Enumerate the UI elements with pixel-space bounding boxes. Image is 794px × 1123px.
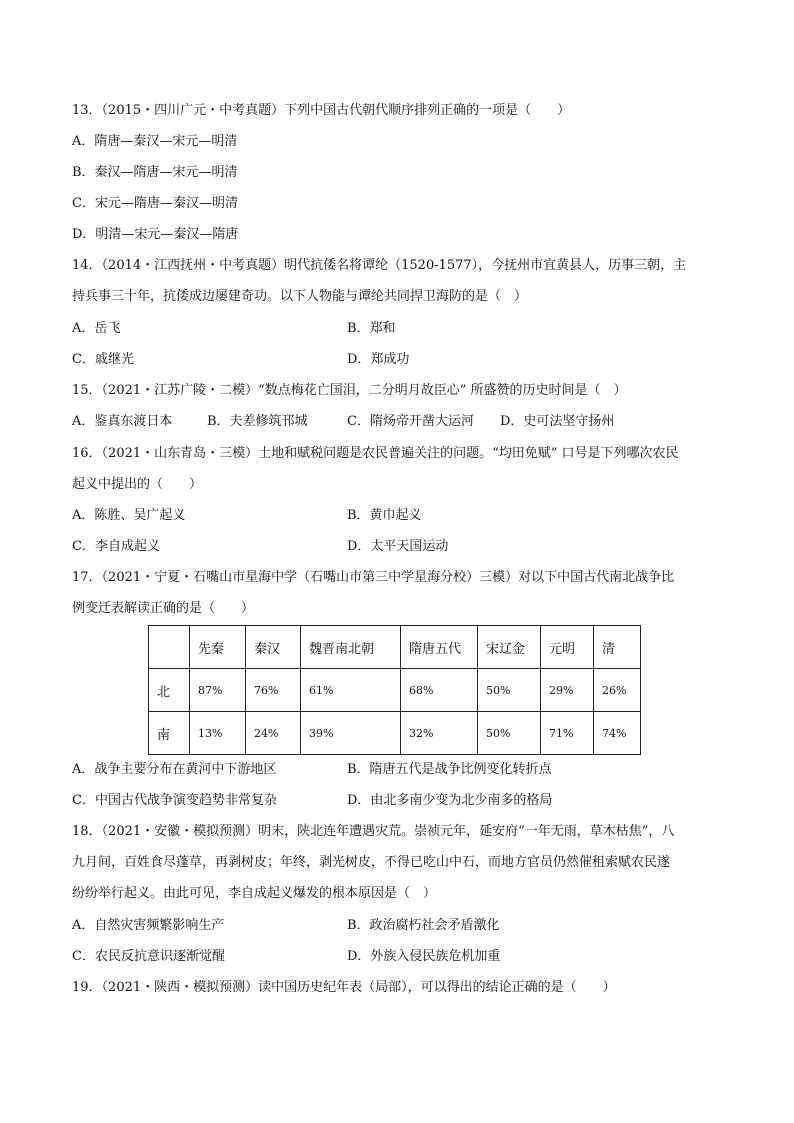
- q14-stem-line2: 持兵事三十年，抗倭成边屡建奇功。以下人物能与谭纶共同捍卫海防的是（ ）: [72, 289, 528, 304]
- q16-option-b: B．黄巾起义: [347, 508, 422, 523]
- q17-option-b: B．隋唐五代是战争比例变化转折点: [347, 762, 552, 777]
- q19-stem: 19．（2021・陕西・模拟预测）读中国历史纪年表（局部），可以得出的结论正确的是（ ）: [72, 980, 616, 995]
- table-row-south: [149, 712, 641, 755]
- q18-option-d: D．外族入侵民族危机加重: [347, 949, 501, 964]
- q18-option-c: C．农民反抗意识逐渐觉醒: [72, 949, 225, 964]
- q17-option-d: D．由北多南少变为北少南多的格局: [347, 793, 553, 808]
- q18-option-a: A．自然灾害频繁影响生产: [72, 918, 225, 933]
- q16-option-d: D．太平天国运动: [347, 539, 449, 554]
- table-cell: 87%: [190, 669, 246, 712]
- table-row-north: [149, 669, 641, 712]
- table-header-cell: 隋唐五代: [401, 626, 478, 669]
- q15-option-b: B．夫差修筑邗城: [207, 414, 308, 429]
- q14-stem-line1: 14．（2014・江西抚州・中考真题）明代抗倭名将谭纶（1520-1577），今抚州市宜黄县人，历事三朝，主: [72, 258, 687, 273]
- table-cell: 39%: [301, 712, 401, 755]
- q14-option-a: A．岳飞: [72, 321, 121, 336]
- q17-stem-line2: 例变迁表解读正确的是（ ）: [72, 601, 255, 616]
- q17-option-c: C．中国古代战争演变趋势非常复杂: [72, 793, 277, 808]
- q13-option-c: C．宋元—隋唐—秦汉—明清: [72, 196, 238, 211]
- table-cell: 29%: [541, 669, 594, 712]
- table-cell: 32%: [401, 712, 478, 755]
- table-header-cell: 秦汉: [246, 626, 301, 669]
- table-row-label: 南: [149, 712, 190, 755]
- war-ratio-table: [148, 625, 641, 755]
- q14-option-d: D．郑成功: [347, 352, 410, 367]
- q15-option-c: C．隋炀帝开凿大运河: [347, 414, 474, 429]
- q18-stem-line3: 纷纷举行起义。由此可见，李自成起义爆发的根本原因是（ ）: [72, 886, 437, 901]
- table-header-cell: 先秦: [190, 626, 246, 669]
- table-cell: 71%: [541, 712, 594, 755]
- q13-option-b: B．秦汉—隋唐—宋元—明清: [72, 165, 238, 180]
- q15-option-d: D．史可法坚守扬州: [500, 414, 615, 429]
- q18-stem-line1: 18．（2021・安徽・模拟预测）明末，陕北连年遭遇灾荒。崇祯元年，延安府“一年无雨，草木枯焦”，八: [72, 824, 675, 839]
- table-cell: 74%: [594, 712, 641, 755]
- q17-option-a: A．战争主要分布在黄河中下游地区: [72, 762, 277, 777]
- q14-option-c: C．戚继光: [72, 352, 134, 367]
- q13-option-a: A．隋唐—秦汉—宋元—明清: [72, 134, 238, 149]
- q17-stem-line1: 17．（2021・宁夏・石嘴山市星海中学（石嘴山市第三中学星海分校）三模）对以下中国古代南北战争比: [72, 570, 675, 585]
- table-corner-cell: [149, 626, 190, 669]
- q16-option-c: C．李自成起义: [72, 539, 160, 554]
- table-row-label: 北: [149, 669, 190, 712]
- q16-option-a: A．陈胜、吴广起义: [72, 508, 186, 523]
- q16-stem-line1: 16．（2021・山东青岛・三模）土地和赋税问题是农民普遍关注的问题。“均田免赋” 口号是下列哪次农民: [72, 446, 679, 461]
- table-header-cell: 魏晋南北朝: [301, 626, 401, 669]
- q16-stem-line2: 起义中提出的（ ）: [72, 477, 203, 492]
- table-cell: 50%: [478, 669, 541, 712]
- q15-stem: 15．（2021・江苏广陵・二模）“数点梅花亡国泪，二分明月故臣心” 所盛赞的历史时间是（ ）: [72, 383, 627, 398]
- table-cell: 50%: [478, 712, 541, 755]
- q14-option-b: B．郑和: [347, 321, 396, 336]
- q18-option-b: B．政治腐朽社会矛盾激化: [347, 918, 500, 933]
- table-header-cell: 清: [594, 626, 641, 669]
- table-cell: 61%: [301, 669, 401, 712]
- table-header-cell: 元明: [541, 626, 594, 669]
- table-cell: 76%: [246, 669, 301, 712]
- q15-option-a: A．鉴真东渡日本: [72, 414, 173, 429]
- q13-option-d: D．明清—宋元—秦汉—隋唐: [72, 227, 239, 242]
- table-cell: 68%: [401, 669, 478, 712]
- q18-stem-line2: 九月间，百姓食尽蓬草，再剥树皮；年终，剥光树皮，不得已吃山中石，而地方官员仍然催租索赋农民遂: [72, 855, 671, 870]
- table-cell: 13%: [190, 712, 246, 755]
- table-header-cell: 宋辽金: [478, 626, 541, 669]
- q13-stem: 13．（2015・四川广元・中考真题）下列中国古代朝代顺序排列正确的一项是（ ）: [72, 103, 571, 118]
- table-header-row: [149, 626, 641, 669]
- table-cell: 26%: [594, 669, 641, 712]
- table-cell: 24%: [246, 712, 301, 755]
